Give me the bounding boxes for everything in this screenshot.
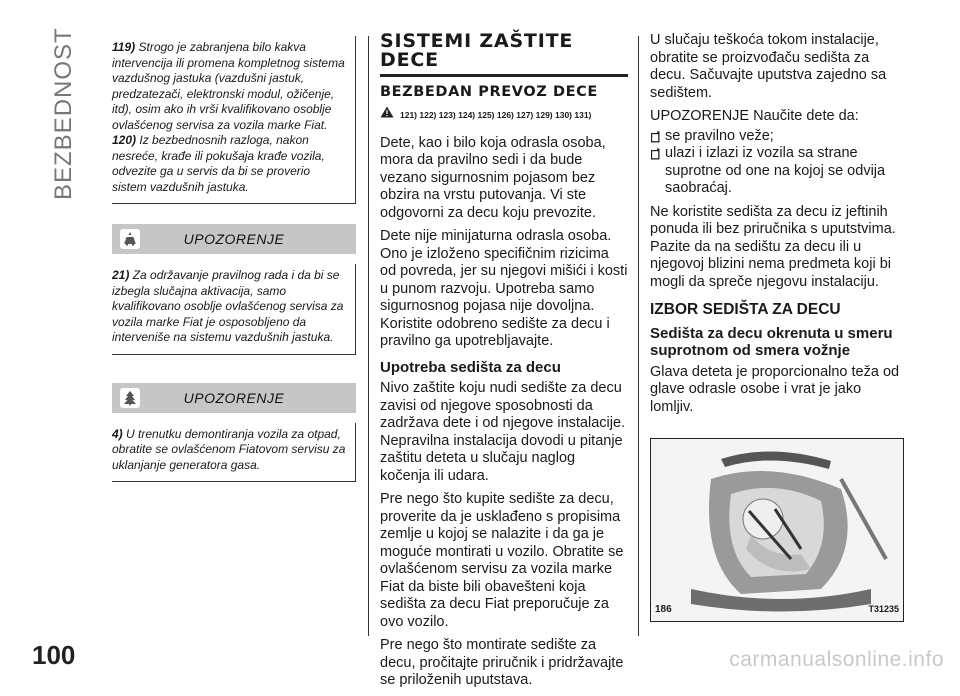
car-warning-icon <box>120 229 140 249</box>
paragraph: U slučaju teškoća tokom instalacije, obratite se proizvođaču sedišta za decu. Sačuvajte uputstva zajedno sa sedištem. <box>650 32 887 101</box>
child-seat-column <box>650 32 902 622</box>
note-120: 120) Iz bezbednosnih razloga, nakon nesreće, krađe ili pokušaja krađe vozila, odvezite ga u servis da bi se proverio sistem vazdušnih jastuka. <box>112 133 325 194</box>
section-side-title: BEZBEDNOST <box>50 27 77 200</box>
column-divider-2 <box>638 36 639 636</box>
warning-text-2: 4) U trenutku demontiranja vozila za otpad, obratite se ovlašćenom Fiatovom servisu za uklanjanje generatora gasa. <box>112 426 346 472</box>
paragraph: Dete nije minijaturna odrasla osoba. Ono je izloženo specifičnim rizicima od povreda, jer su njegovi mišići i kosti u punom razvoju. Upotreba samo sigurnosnog pojasa nije dovoljna. Koristite odobreno sedište za decu i pravilno ga upotrebljavajte. <box>380 228 628 349</box>
paragraph: Pre nego što montirate sedište za decu, pročitajte priručnik i pridržavajte se priloženih uputstava. <box>380 637 624 688</box>
checkbox-bullet-icon <box>650 148 660 160</box>
subsection-heading: BEZBEDAN PREVOZ DECE <box>380 84 598 100</box>
figure-number: 186 <box>655 603 672 615</box>
tree-environment-icon <box>120 388 140 408</box>
section-heading: SISTEMI ZAŠTITE DECE <box>380 32 628 77</box>
paragraph: Glava deteta je proporcionalno teža od glave odrasle osobe i vrat je jako lomljiv. <box>650 363 900 415</box>
figure-code: T31235 <box>868 603 899 614</box>
paragraph: Ne koristite sedišta za decu iz jeftinih ponuda ili bez priručnika s uputstvima. Pazite da na sedištu za decu ili u njegovoj blizini nema predmeta koji bi mogli da spreče njegovu instalaciju. <box>650 203 896 290</box>
warning-text-1: 21) Za održavanje pravilnog rada i da bi se izbegla slučajna aktivacija, samo kvalifikovano osoblje ovlašćenog servisa za vozila marke Fiat je osposobljeno da interveniše na sistemu vazdušnih jastuka. <box>112 268 344 344</box>
seat-choice-heading: IZBOR SEDIŠTA ZA DECU <box>650 301 841 318</box>
paragraph: Dete, kao i bilo koja odrasla osoba, mora da pravilno sedi i da bude vezano sigurnosnim pojasom bez obzira na vrstu putovanja. Vi ste odgovorni za decu koju prevozite. <box>380 134 606 221</box>
paragraph: UPOZORENJE Naučite dete da: <box>650 108 859 124</box>
list-item: se pravilno veže; <box>650 128 902 146</box>
warning-box-1 <box>112 264 356 355</box>
paragraph: Pre nego što kupite sedište za decu, proverite da je usklađeno s propisima zemlje u kojoj se nalazite i da ga je moguće montirati u vozilo. Obratite se ovlašćenom servisu za vozila marke Fiat da biste bili obavešteni koja sedišta za decu Fiat preporučuje za ovo vozilo. <box>380 491 624 630</box>
list-item: ulazi i izlazi iz vozila sa strane suprotne od one na kojoj se odvija saobraćaj. <box>650 145 902 198</box>
checkbox-bullet-icon <box>650 131 660 143</box>
warning-header-1 <box>112 224 356 254</box>
references-line <box>380 106 628 125</box>
notes-column <box>112 36 356 482</box>
warning-box-2 <box>112 423 356 483</box>
watermark: carmanualsonline.info <box>729 648 944 671</box>
rear-facing-heading: Sedišta za decu okrenuta u smeru suprotnom od smera vožnje <box>650 324 893 359</box>
child-seat-usage-heading: Upotreba sedišta za decu <box>380 358 561 376</box>
warning-title-1: UPOZORENJE <box>183 231 285 247</box>
column-divider-1 <box>368 36 369 636</box>
paragraph: Nivo zaštite koju nudi sedište za decu zavisi od njegove sposobnosti da zadržava dete i od njegove instalacije. Nepravilna instalacija dovodi u pitanje zaštitu deteta u slučaju naglog kočenja ili udara. <box>380 380 626 484</box>
warning-title-2: UPOZORENJE <box>183 389 285 406</box>
references-text: 121) 122) 123) 124) 125) 126) 127) 129) 130) 131) <box>400 109 592 120</box>
rear-facing-seat-illustration <box>651 439 903 621</box>
child-seat-figure <box>650 438 904 622</box>
warning-triangle-icon <box>380 106 394 125</box>
warning-header-2 <box>112 383 356 413</box>
airbag-notes-box <box>112 36 356 204</box>
note-119: 119) Strogo je zabranjena bilo kakva intervencija ili promena kompletnog sistema vazdušnog jastuka (vazdušni jastuk, predzatezači, elektronski modul, ožičenje, itd), osim ako ih vrši kvalifikovano osoblje ovlašćenog servisa za vozila marke Fiat. <box>112 40 345 132</box>
child-safety-column <box>380 32 628 696</box>
page-number: 100 <box>32 640 76 670</box>
